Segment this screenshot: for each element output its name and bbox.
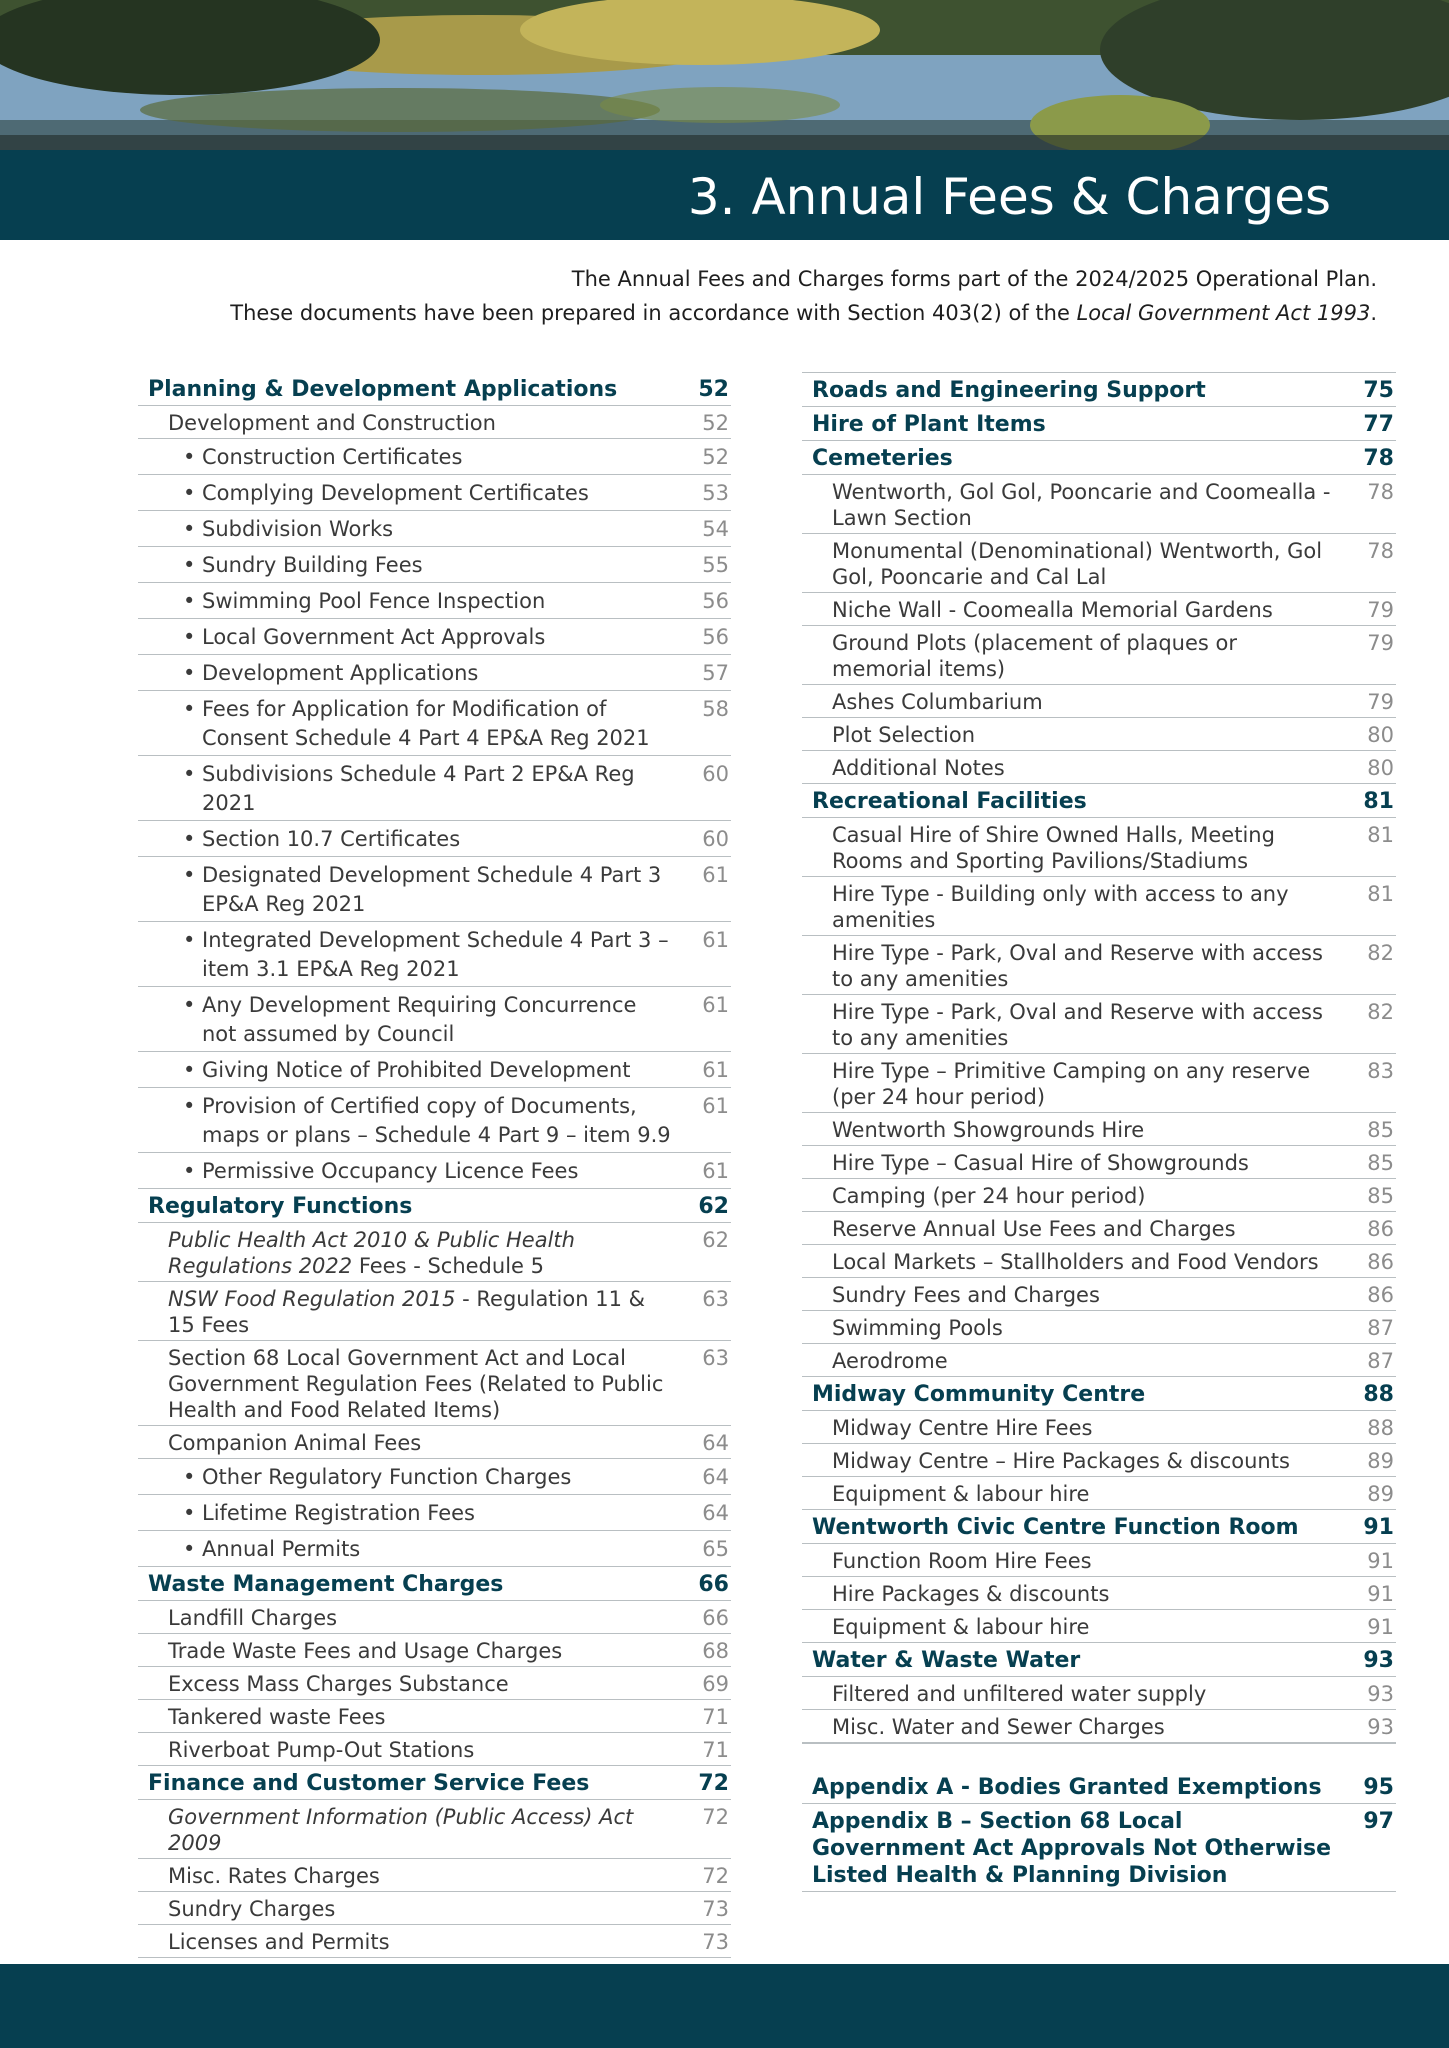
toc-page-number: 64 <box>702 1465 729 1489</box>
toc-entry[interactable] <box>802 877 1396 936</box>
toc-entry-title: • Any Development Requiring Concurrence not assumed by Council <box>138 991 689 1049</box>
toc-page-number: 78 <box>1363 446 1394 471</box>
toc-page-number: 61 <box>702 863 729 887</box>
toc-entry-title: • Swimming Pool Fence Inspection <box>138 587 689 616</box>
toc-page-number: 97 <box>1363 1809 1394 1834</box>
toc-entry-title: Equipment & labour hire <box>832 1482 1090 1506</box>
toc-entry[interactable] <box>138 1667 731 1700</box>
toc-page-number: 79 <box>1367 631 1394 655</box>
toc-entry-title: Casual Hire of Shire Owned Halls, Meeting Rooms and Sporting Pavilions/Stadiums <box>832 823 1275 873</box>
toc-section[interactable] <box>802 1377 1396 1411</box>
intro-text <box>77 262 1377 330</box>
toc-entry-title: Additional Notes <box>832 756 1005 780</box>
toc-entry-title: • Permissive Occupancy Licence Fees <box>138 1157 689 1186</box>
toc-page-number: 61 <box>702 993 729 1017</box>
toc-page-number: 71 <box>702 1738 729 1762</box>
toc-entry-title: Ground Plots (placement of plaques or memorial items) <box>832 631 1238 681</box>
toc-bullet-item[interactable] <box>138 655 731 691</box>
toc-page-number: 93 <box>1367 1682 1394 1706</box>
toc-bullet-item[interactable] <box>138 619 731 655</box>
toc-entry-text: Fees - Schedule 5 <box>352 1254 544 1278</box>
toc-page-number: 86 <box>1367 1283 1394 1307</box>
toc-entry-title: • Annual Permits <box>138 1535 689 1564</box>
toc-bullet-item[interactable] <box>138 1052 731 1088</box>
toc-entry-title: • Fees for Application for Modification of Consent Schedule 4 Part 4 EP&A Reg 2021 <box>138 695 689 753</box>
toc-page-number: 56 <box>702 589 729 613</box>
toc-entry-title: Midway Centre – Hire Packages & discounts <box>832 1449 1290 1473</box>
toc-entry-title: Wentworth Civic Centre Function Room <box>812 1515 1299 1540</box>
toc-bullet-item[interactable] <box>138 1088 731 1153</box>
toc-entry-title: Niche Wall - Coomealla Memorial Gardens <box>832 598 1273 622</box>
toc-entry[interactable] <box>802 1245 1396 1278</box>
toc-page-number: 64 <box>702 1501 729 1525</box>
toc-section[interactable] <box>802 372 1396 407</box>
toc-entry-title: • Local Government Act Approvals <box>138 623 689 652</box>
toc-page-number: 69 <box>702 1672 729 1696</box>
toc-section[interactable] <box>802 1643 1396 1677</box>
toc-entry-title: Finance and Customer Service Fees <box>148 1771 590 1796</box>
toc-page-number: 89 <box>1367 1449 1394 1473</box>
toc-entry[interactable] <box>802 475 1396 534</box>
toc-entry-title: • Designated Development Schedule 4 Part 3 EP&A Reg 2021 <box>138 861 689 919</box>
toc-entry-title: • Provision of Certified copy of Documents, maps or plans – Schedule 4 Part 9 – item 9.9 <box>138 1092 689 1150</box>
toc-page-number: 91 <box>1367 1549 1394 1573</box>
toc-entry-title: Riverboat Pump-Out Stations <box>168 1738 475 1762</box>
toc-entry-title: Cemeteries <box>812 446 953 471</box>
toc-page-number: 88 <box>1367 1416 1394 1440</box>
toc-page-number: 95 <box>1363 1775 1394 1800</box>
toc-section[interactable] <box>802 441 1396 475</box>
toc-entry-italic: Government Information (Public Access) Act 2009 <box>168 1805 634 1855</box>
toc-entry-title <box>138 1804 689 1856</box>
toc-entry[interactable] <box>802 1411 1396 1444</box>
toc-entry-title: Equipment & labour hire <box>832 1615 1090 1639</box>
toc-page-number: 83 <box>1367 1059 1394 1083</box>
toc-page-number: 72 <box>702 1805 729 1829</box>
intro-act-name: Local Government Act 1993 <box>1076 301 1371 325</box>
toc-page-number: 73 <box>702 1930 729 1954</box>
toc-bullet-item[interactable] <box>138 821 731 857</box>
toc-bullet-item[interactable] <box>138 583 731 619</box>
toc-entry-title: Hire of Plant Items <box>812 412 1046 437</box>
toc-bullet-item[interactable] <box>138 1531 731 1567</box>
toc-section[interactable] <box>802 1510 1396 1544</box>
toc-entry-title: • Other Regulatory Function Charges <box>138 1463 689 1492</box>
toc-entry-title: Roads and Engineering Support <box>812 378 1206 403</box>
toc-entry-title: • Sundry Building Fees <box>138 551 689 580</box>
toc-page-number: 61 <box>702 928 729 952</box>
toc-page-number: 93 <box>1367 1715 1394 1739</box>
toc-entry[interactable] <box>802 718 1396 751</box>
toc-page-number: 68 <box>702 1639 729 1663</box>
toc-entry-title: Regulatory Functions <box>148 1194 413 1219</box>
toc-entry[interactable] <box>802 1577 1396 1610</box>
toc-page-number: 52 <box>702 411 729 435</box>
toc-entry-title: • Subdivisions Schedule 4 Part 2 EP&A Reg 2021 <box>138 760 689 818</box>
toc-section[interactable] <box>802 784 1396 818</box>
toc-bullet-item[interactable] <box>138 511 731 547</box>
intro-line-2 <box>77 296 1377 330</box>
toc-entry-title: Function Room Hire Fees <box>832 1549 1092 1573</box>
toc-section[interactable] <box>802 1804 1396 1892</box>
toc-page-number: 57 <box>702 661 729 685</box>
toc-entry[interactable] <box>802 1444 1396 1477</box>
toc-entry-title: Hire Packages & discounts <box>832 1582 1110 1606</box>
toc-entry-title: Wentworth Showgrounds Hire <box>832 1118 1145 1142</box>
toc-entry[interactable] <box>138 1700 731 1733</box>
toc-entry-title: Local Markets – Stallholders and Food Vendors <box>832 1250 1319 1274</box>
toc-section[interactable] <box>138 1189 731 1223</box>
toc-page-number: 63 <box>702 1287 729 1311</box>
toc-entry-title: Excess Mass Charges Substance <box>168 1672 509 1696</box>
toc-entry[interactable] <box>802 995 1396 1054</box>
toc-entry-title: Hire Type - Park, Oval and Reserve with access to any amenities <box>832 1000 1323 1050</box>
toc-entry[interactable] <box>802 1054 1396 1113</box>
intro-line-2-suffix: . <box>1370 301 1377 325</box>
toc-entry-title: • Integrated Development Schedule 4 Part 3 – item 3.1 EP&A Reg 2021 <box>138 926 689 984</box>
toc-entry[interactable] <box>802 1610 1396 1643</box>
toc-entry[interactable] <box>802 685 1396 718</box>
toc-bullet-item[interactable] <box>138 1153 731 1189</box>
toc-entry-title: Hire Type – Casual Hire of Showgrounds <box>832 1151 1249 1175</box>
toc-entry-title: Swimming Pools <box>832 1316 1003 1340</box>
toc-page-number: 52 <box>698 377 729 402</box>
toc-entry-title: Appendix A - Bodies Granted Exemptions <box>812 1775 1322 1800</box>
toc-entry-title: Misc. Water and Sewer Charges <box>832 1715 1165 1739</box>
toc-page-number: 61 <box>702 1159 729 1183</box>
toc-entry[interactable] <box>802 751 1396 784</box>
toc-entry-title: • Section 10.7 Certificates <box>138 825 689 854</box>
toc-page-number: 62 <box>702 1228 729 1252</box>
toc-entry[interactable] <box>138 406 731 439</box>
toc-page-number: 66 <box>702 1606 729 1630</box>
toc-section[interactable] <box>138 1567 731 1601</box>
toc-page-number: 71 <box>702 1705 729 1729</box>
toc-page-number: 72 <box>698 1771 729 1796</box>
toc-entry-title: Development and Construction <box>168 411 496 435</box>
toc-page-number: 82 <box>1367 941 1394 965</box>
toc-section[interactable] <box>138 1766 731 1800</box>
toc-entry-title: • Lifetime Registration Fees <box>138 1499 689 1528</box>
page-title: 3. Annual Fees & Charges <box>687 168 1331 226</box>
toc-entry-title: Plot Selection <box>832 723 976 747</box>
toc-entry[interactable] <box>802 1677 1396 1710</box>
toc-entry[interactable] <box>802 818 1396 877</box>
toc-entry[interactable] <box>802 1146 1396 1179</box>
toc-page-number: 77 <box>1363 412 1394 437</box>
toc-spacer <box>802 1743 1396 1770</box>
toc-page-number: 66 <box>698 1572 729 1597</box>
toc-entry-title: Planning & Development Applications <box>148 377 618 402</box>
toc-entry-title: Wentworth, Gol Gol, Pooncarie and Coomealla - Lawn Section <box>832 480 1331 530</box>
toc-page-number: 81 <box>1363 789 1394 814</box>
toc-entry[interactable] <box>138 1282 731 1341</box>
toc-entry-title: • Complying Development Certificates <box>138 479 689 508</box>
title-band <box>0 150 1449 240</box>
toc-bullet-item[interactable] <box>138 475 731 511</box>
toc-bullet-item[interactable] <box>138 922 731 987</box>
toc-page-number: 88 <box>1363 1382 1394 1407</box>
toc-page-number: 73 <box>702 1897 729 1921</box>
toc-bullet-item[interactable] <box>138 1495 731 1531</box>
toc-page-number: 86 <box>1367 1250 1394 1274</box>
toc-entry-text: - Regulation 11 & 15 Fees <box>168 1287 645 1337</box>
toc-entry-title: Water & Waste Water <box>812 1648 1081 1673</box>
toc-entry[interactable] <box>138 1634 731 1667</box>
toc-entry[interactable] <box>138 1733 731 1766</box>
toc-entry-title: Hire Type - Park, Oval and Reserve with access to any amenities <box>832 941 1323 991</box>
toc-entry[interactable] <box>138 1426 731 1459</box>
toc-page-number: 85 <box>1367 1118 1394 1142</box>
toc-page-number: 89 <box>1367 1482 1394 1506</box>
toc-page-number: 60 <box>702 827 729 851</box>
toc-entry[interactable] <box>138 1341 731 1426</box>
toc-entry[interactable] <box>802 1212 1396 1245</box>
toc-page-number: 79 <box>1367 598 1394 622</box>
toc-entry[interactable] <box>802 1544 1396 1577</box>
toc-entry-title: Midway Community Centre <box>812 1382 1146 1407</box>
toc-section[interactable] <box>802 407 1396 441</box>
toc-entry-title: • Giving Notice of Prohibited Development <box>138 1056 689 1085</box>
footer-band <box>0 1964 1449 2048</box>
toc-entry-title: Monumental (Denominational) Wentworth, Gol Gol, Pooncarie and Cal Lal <box>832 539 1323 589</box>
toc-entry-title: • Subdivision Works <box>138 515 689 544</box>
toc-entry-title: Waste Management Charges <box>148 1572 504 1597</box>
toc-page-number: 80 <box>1367 756 1394 780</box>
toc-entry[interactable] <box>802 593 1396 626</box>
toc-entry-title: Section 68 Local Government Act and Local Government Regulation Fees (Related to Public Health and Food Related Items) <box>168 1346 664 1422</box>
toc-bullet-item[interactable] <box>138 987 731 1052</box>
toc-page-number: 93 <box>1363 1648 1394 1673</box>
toc-entry[interactable] <box>802 1710 1396 1743</box>
toc-entry[interactable] <box>138 1601 731 1634</box>
toc-page-number: 61 <box>702 1094 729 1118</box>
toc-page-number: 63 <box>702 1346 729 1370</box>
toc-entry-title: Ashes Columbarium <box>832 690 1043 714</box>
toc-page-number: 81 <box>1367 882 1394 906</box>
toc-page-number: 56 <box>702 625 729 649</box>
toc-left-column <box>138 372 731 1992</box>
toc-page-number: 78 <box>1367 480 1394 504</box>
toc-entry-title: Camping (per 24 hour period) <box>832 1184 1146 1208</box>
toc-bullet-item[interactable] <box>138 756 731 821</box>
toc-page-number: 65 <box>702 1537 729 1561</box>
toc-entry-title: Recreational Facilities <box>812 789 1087 814</box>
toc-page-number: 91 <box>1367 1582 1394 1606</box>
toc-entry[interactable] <box>802 1278 1396 1311</box>
toc-entry-title: Aerodrome <box>832 1349 948 1373</box>
toc-page-number: 87 <box>1367 1349 1394 1373</box>
toc-page-number: 75 <box>1363 378 1394 403</box>
toc-bullet-item[interactable] <box>138 547 731 583</box>
toc-entry-title: Appendix B – Section 68 Local Government Act Approvals Not Otherwise Listed Health & Planning Division <box>812 1809 1332 1888</box>
toc-page-number: 60 <box>702 762 729 786</box>
toc-entry[interactable] <box>138 1223 731 1282</box>
toc-entry-title: Landfill Charges <box>168 1606 338 1630</box>
toc-entry[interactable] <box>802 534 1396 593</box>
toc-entry[interactable] <box>138 1859 731 1892</box>
intro-line-2-prefix: These documents have been prepared in accordance with Section 403(2) of the <box>230 301 1077 325</box>
toc-entry-title: Reserve Annual Use Fees and Charges <box>832 1217 1236 1241</box>
toc-page-number: 62 <box>698 1194 729 1219</box>
toc-page-number: 55 <box>702 553 729 577</box>
toc-section[interactable] <box>138 372 731 406</box>
toc-page-number: 87 <box>1367 1316 1394 1340</box>
toc-entry-title: Hire Type - Building only with access to any amenities <box>832 882 1289 932</box>
toc-bullet-item[interactable] <box>138 1459 731 1495</box>
toc-entry[interactable] <box>802 1344 1396 1377</box>
toc-entry-italic: NSW Food Regulation 2015 <box>168 1287 456 1311</box>
toc-entry[interactable] <box>138 1925 731 1958</box>
toc-page-number: 52 <box>702 445 729 469</box>
toc-entry[interactable] <box>802 1477 1396 1510</box>
toc-entry-title: • Construction Certificates <box>138 443 689 472</box>
toc-page-number: 61 <box>702 1058 729 1082</box>
toc-page-number: 78 <box>1367 539 1394 563</box>
toc-entry-title: Hire Type – Primitive Camping on any reserve (per 24 hour period) <box>832 1059 1311 1109</box>
toc-entry-italic: Public Health Act 2010 & Public Health Regulations 2022 <box>168 1228 575 1278</box>
toc-entry-title: Filtered and unfiltered water supply <box>832 1682 1207 1706</box>
intro-line-1: The Annual Fees and Charges forms part of the 2024/2025 Operational Plan. <box>571 267 1377 291</box>
toc-page-number: 53 <box>702 481 729 505</box>
toc-entry-title: Tankered waste Fees <box>168 1705 386 1729</box>
toc-page-number: 58 <box>702 697 729 721</box>
toc-entry[interactable] <box>138 1892 731 1925</box>
toc-page-number: 82 <box>1367 1000 1394 1024</box>
toc-entry[interactable] <box>802 626 1396 685</box>
toc-bullet-item[interactable] <box>138 691 731 756</box>
header-photo <box>0 0 1449 150</box>
toc-entry-title: Midway Centre Hire Fees <box>832 1416 1093 1440</box>
toc-entry-title: Sundry Charges <box>168 1897 336 1921</box>
river-landscape-image <box>0 0 1449 150</box>
toc-entry[interactable] <box>802 1113 1396 1146</box>
toc-entry-title: Trade Waste Fees and Usage Charges <box>168 1639 563 1663</box>
toc-entry-title: Misc. Rates Charges <box>168 1864 380 1888</box>
toc-page-number: 81 <box>1367 823 1394 847</box>
toc-entry-title: Companion Animal Fees <box>168 1431 422 1455</box>
toc-page-number: 54 <box>702 517 729 541</box>
toc-entry-title: Sundry Fees and Charges <box>832 1283 1100 1307</box>
toc-entry[interactable] <box>802 936 1396 995</box>
toc-page-number: 72 <box>702 1864 729 1888</box>
toc-bullet-item[interactable] <box>138 439 731 475</box>
toc-entry[interactable] <box>802 1311 1396 1344</box>
toc-page-number: 79 <box>1367 690 1394 714</box>
toc-bullet-item[interactable] <box>138 857 731 922</box>
toc-section[interactable] <box>802 1770 1396 1804</box>
toc-right-column <box>802 372 1396 1892</box>
toc-entry-title <box>138 1227 689 1279</box>
toc-page-number: 64 <box>702 1431 729 1455</box>
toc-page-number: 85 <box>1367 1184 1394 1208</box>
toc-page-number: 91 <box>1363 1515 1394 1540</box>
toc-entry-title <box>138 1286 689 1338</box>
toc-entry[interactable] <box>138 1800 731 1859</box>
toc-entry-title: Licenses and Permits <box>168 1930 390 1954</box>
toc-page-number: 80 <box>1367 723 1394 747</box>
toc-entry[interactable] <box>802 1179 1396 1212</box>
toc-page-number: 86 <box>1367 1217 1394 1241</box>
toc-page-number: 91 <box>1367 1615 1394 1639</box>
toc-page-number: 85 <box>1367 1151 1394 1175</box>
toc-entry-title: • Development Applications <box>138 659 689 688</box>
